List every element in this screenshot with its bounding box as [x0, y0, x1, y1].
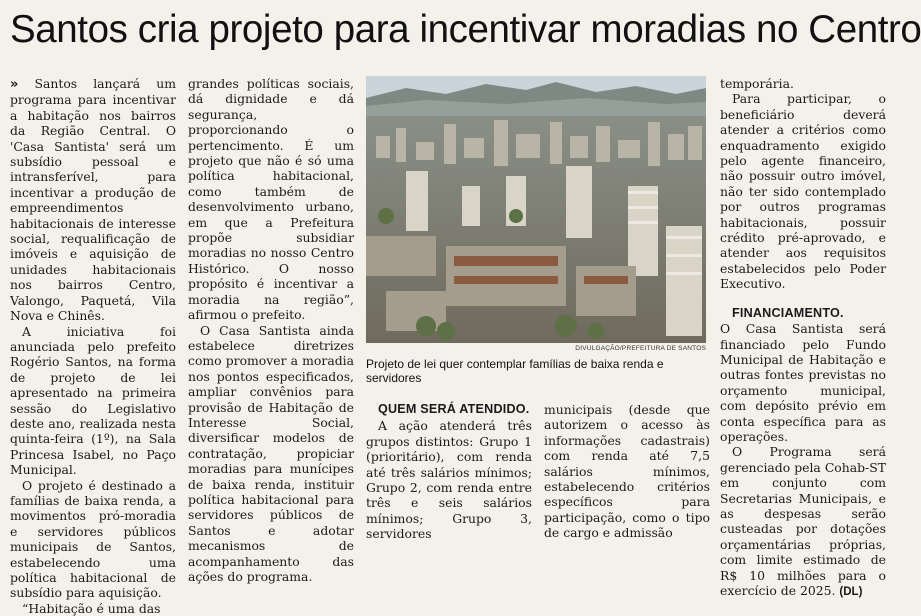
paragraph: O Casa Santista será financiado pelo Fundo Municipal de Habitação e outras fontes previstas no orçamento municipal, com depósito prévio em conta específica para as operações. — [720, 321, 886, 444]
paragraph: A iniciativa foi anunciada pelo prefeito Rogério Santos, na forma de projeto de lei apresentado na primeira sessão do Legislativo deste ano, realizada nesta quinta-feira (1º), na Sala Princesa Isabel, no Paço Municipal. — [10, 323, 176, 478]
paragraph: temporária. — [720, 76, 794, 91]
paragraph: Para participar, o beneficiário deverá atender a critérios como enquadramento exigido pelo agente financeiro, não possuir outro imóvel, não ter sido contemplado por outros programas habitacionais, possuir crédito pré-aprovado, e atender aos requisitos estabelecidos pelo Poder Executivo. — [720, 91, 886, 292]
article-column-3 — [366, 402, 532, 542]
article-headline: Santos cria projeto para incentivar moradias no Centro — [10, 8, 921, 51]
closing-paragraph-text: O Programa será gerenciado pela Cohab-ST em conjunto com Secretarias Municipais, e as despesas serão custeadas por dotações orçamentárias próprias, com limite estimado de R$ 10 milhões para o exercício de 2025. — [720, 444, 886, 598]
paragraph: grandes políticas sociais, dá dignidade e dá segurança, proporcionando o pertencimento. É um projeto que não é só uma política habitacional, como também de desenvolvimento urbano, em que a Prefeitura propõe subsidiar moradias no nosso Centro Histórico. O nosso propósito é incentivar a moradia na região”, afirmou o prefeito. — [188, 76, 354, 323]
chevron-right-icon: » — [10, 77, 19, 92]
article-column-5 — [720, 76, 886, 598]
paragraph: A ação atenderá três grupos distintos: Grupo 1 (prioritário), com renda até três salários mínimos; Grupo 2, com renda entre três e seis salários mínimos; Grupo 3, servidores — [366, 418, 532, 542]
photo-caption: Projeto de lei quer contemplar famílias de baixa renda e servidores — [366, 357, 664, 385]
paragraph: “Habitação é uma das — [22, 600, 161, 616]
paragraph: O projeto é destinado a famílias de baixa renda, a movimentos pró-moradia e servidores públicos municipais de Santos, estabelecendo uma política habitacional de subsídio para aquisição. — [10, 477, 176, 601]
article-column-1 — [10, 76, 176, 616]
article-column-4 — [544, 402, 710, 541]
section-subhead: FINANCIAMENTO. — [732, 305, 844, 320]
lead-paragraph-text: Santos lançará um programa para incentivar a habitação nos bairros da Região Central. O 'Casa Santista' será um subsídio pessoal e intransferível, para incentivar a produção de empreendimentos habitacionais de interesse social, requalificação de imóveis e aquisição de unidades habitacionais nos bairros Centro, Valongo, Paquetá, Vila Nova e Chinês. — [10, 76, 176, 324]
photo-credit: DIVULGAÇÃO/PREFEITURA DE SANTOS — [575, 345, 706, 352]
lead-paragraph — [10, 76, 176, 324]
paragraph: municipais (desde que autorizem o acesso às informações cadastrais) com renda até 7,5 salários mínimos, estabelecendo critérios específicos para participação, como o tipo de cargo e admissão — [544, 402, 710, 541]
paragraph: O Casa Santista ainda estabelece diretrizes como promover a moradia nos pontos especificados, ampliar convênios para provisão de Habitação de Interesse Social, diversificar modelos de contratação, propiciar moradias para munícipes de baixa renda, instituir política habitacional para servidores públicos de Santos e adotar mecanismos de acompanhamento das ações do programa. — [188, 322, 354, 584]
author-signature: (DL) — [839, 586, 863, 598]
article-column-2 — [188, 76, 354, 584]
section-subhead: QUEM SERÁ ATENDIDO. — [378, 402, 530, 416]
city-aerial-photo — [366, 76, 706, 343]
closing-paragraph — [720, 444, 886, 600]
